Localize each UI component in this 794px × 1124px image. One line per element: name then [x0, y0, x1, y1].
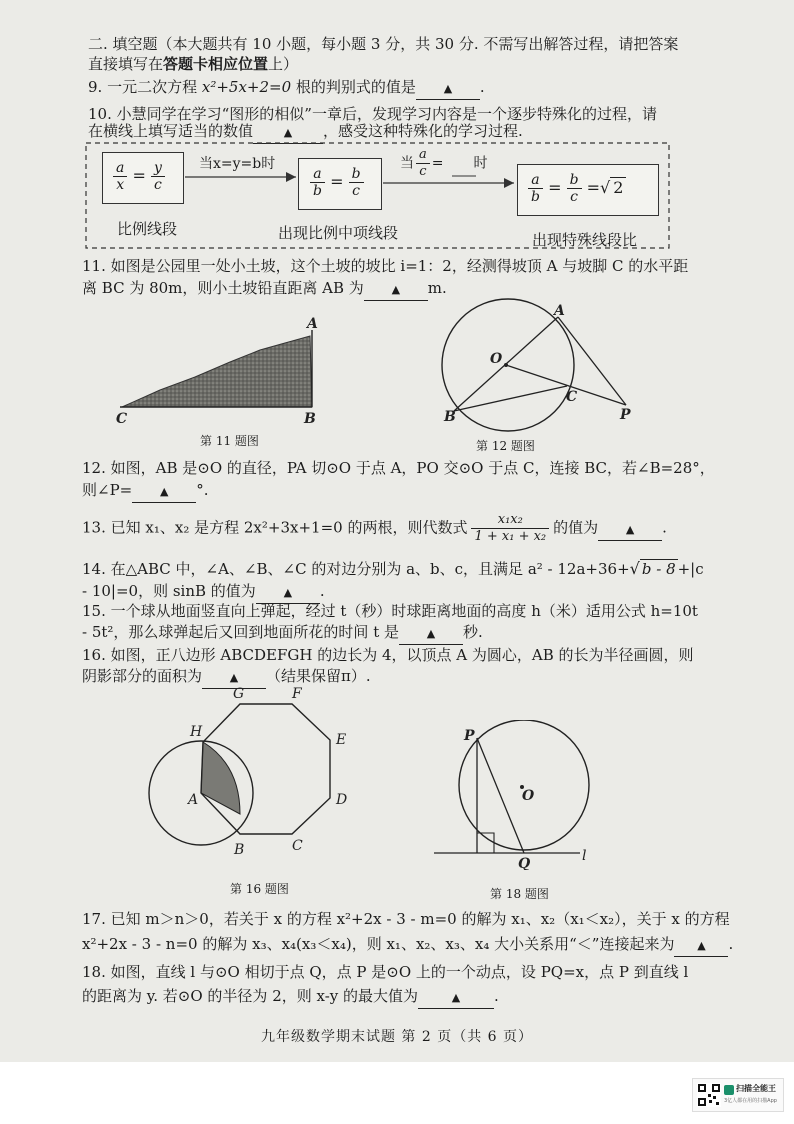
line-bc [454, 386, 567, 411]
question-16-line2: 阴影部分的面积为 ▲ （结果保留π）. [82, 666, 371, 689]
question-15-line1: 15. 一个球从地面竖直向上弹起，经过 t（秒）时球距离地面的高度 h（米）适用公式 h=10t [82, 602, 698, 620]
q10-box-1: $\frac{a}{x}$ = $\frac{y}{c}$ [102, 152, 184, 204]
circle-o [459, 720, 589, 850]
question-14-line2: - 10|=0，则 sinB 的值为 ▲ . [82, 581, 325, 604]
label-F: F [292, 686, 302, 702]
center-point [504, 363, 508, 367]
section-header-line1: 二. 填空题（本大题共有 10 小题，每小题 3 分，共 30 分. 不需写出解答过程，请把答案 [88, 35, 679, 53]
box-2-caption: 出现比例中项线段 [278, 224, 399, 242]
question-10-line1: 10. 小慧同学在学习“图形的相似”一章后，发现学习内容是一个逐步特殊化的过程，请 [88, 105, 657, 123]
label-D: D [336, 792, 348, 808]
label-B: B [304, 411, 316, 427]
label-B: B [444, 409, 456, 425]
label-P: P [464, 728, 475, 744]
question-11-line2: 离 BC 为 80m，则小土坡铅直距离 AB 为 ▲ m. [82, 278, 447, 301]
label-H: H [190, 724, 203, 740]
label-B: B [234, 842, 245, 858]
label-C: C [566, 389, 578, 405]
question-12-line1: 12. 如图，AB 是⊙O 的直径，PA 切⊙O 于点 A，PO 交⊙O 于点 C，连接 BC，若∠B=28°， [82, 459, 715, 477]
q10-box-3: $\frac{a}{b}$ = $\frac{b}{c}$ =√ 2 [517, 164, 659, 216]
page-footer: 九年级数学期末试题 第 2 页（共 6 页） [260, 1029, 534, 1045]
scanner-badge [692, 1078, 784, 1112]
label-C: C [116, 411, 128, 427]
figure-11-slope [100, 310, 340, 430]
caption-11: 第 11 题图 [200, 434, 259, 448]
label-P: P [620, 407, 631, 423]
label-Q: Q [518, 856, 531, 870]
right-angle-mark [477, 833, 494, 853]
caption-12: 第 12 题图 [476, 439, 535, 453]
label-E: E [336, 732, 347, 748]
figure-18-tangent [430, 720, 620, 870]
arrow-2-label: 当 $\frac{a}{c}$ = 时 [400, 147, 488, 179]
question-14-line1: 14. 在△ABC 中，∠A、∠B、∠C 的对边分别为 a、b、c，且满足 a² - 12a+36+√ b - 8 +|c [82, 559, 704, 578]
qr-code-icon [697, 1083, 721, 1107]
question-12-line2: 则∠P= ▲ °. [82, 480, 209, 503]
label-A: A [554, 303, 565, 319]
question-17-line2: x²+2x - 3 - n=0 的解为 x₃、x₄(x₃＜x₄)，则 x₁、x₂、x₃、x₄ 大小关系用“＜”连接起来为 ▲ . [82, 934, 733, 957]
question-11-line1: 11. 如图是公园里一处小土坡，这个土坡的坡比 i=1：2，经测得坡顶 A 与坡脚 C 的水平距 [82, 257, 689, 275]
caption-16: 第 16 题图 [230, 882, 289, 896]
cs-logo-icon [724, 1085, 734, 1095]
arrow-2-head [504, 178, 514, 188]
label-A: A [307, 316, 318, 332]
figure-12-circle [430, 295, 650, 435]
label-G: G [233, 686, 245, 702]
label-O: O [490, 351, 503, 367]
section-header-line2: 直接填写在答题卡相应位置上） [88, 55, 299, 73]
badge-subtitle: 3亿人都在用的扫描App [724, 1098, 777, 1104]
question-13: 13. 已知 x₁、x₂ 是方程 2x²+3x+1=0 的两根，则代数式 $\frac{\text{x₁x₂}}{\text{1 + x₁ + x₂}}$ 的值为 ▲ . [82, 512, 667, 544]
box-1-caption: 比例线段 [117, 220, 178, 238]
caption-18: 第 18 题图 [490, 887, 549, 901]
question-18-line2: 的距离为 y. 若⊙O 的半径为 2，则 x-y 的最大值为 ▲ . [82, 986, 499, 1009]
box-3-caption: 出现特殊线段比 [532, 231, 638, 249]
q10-box-2: $\frac{a}{b}$ = $\frac{b}{c}$ [298, 158, 382, 210]
label-C: C [292, 838, 303, 854]
question-17-line1: 17. 已知 m＞n＞0，若关于 x 的方程 x²+2x - 3 - m=0 的解为 x₁、x₂（x₁＜x₂），关于 x 的方程 [82, 910, 730, 928]
label-A: A [188, 792, 199, 808]
question-18-line1: 18. 如图，直线 l 与⊙O 相切于点 Q，点 P 是⊙O 上的一个动点，设 PQ=x，点 P 到直线 l [82, 963, 689, 981]
label-O: O [522, 788, 535, 804]
slope-shape [122, 336, 312, 407]
arrow-1-head [286, 172, 296, 182]
question-15-line2: - 5t²，那么球弹起后又回到地面所花的时间 t 是 ▲ 秒. [82, 622, 483, 645]
question-9: 9. 一元二次方程 x²+5x+2=0 根的判别式的值是 ▲ . [88, 77, 485, 100]
label-l: l [582, 848, 587, 864]
question-10-line2: 在横线上填写适当的数值 ▲ ，感受这种特殊化的学习过程. [88, 121, 523, 144]
question-16-line1: 16. 如图，正八边形 ABCDEFGH 的边长为 4，以顶点 A 为圆心，AB 的长为半径画圆，则 [82, 646, 694, 664]
arrow-1-label: 当x=y=b时 [199, 156, 276, 172]
badge-title: 扫描全能王 [736, 1084, 776, 1093]
figure-16-octagon [140, 680, 370, 860]
